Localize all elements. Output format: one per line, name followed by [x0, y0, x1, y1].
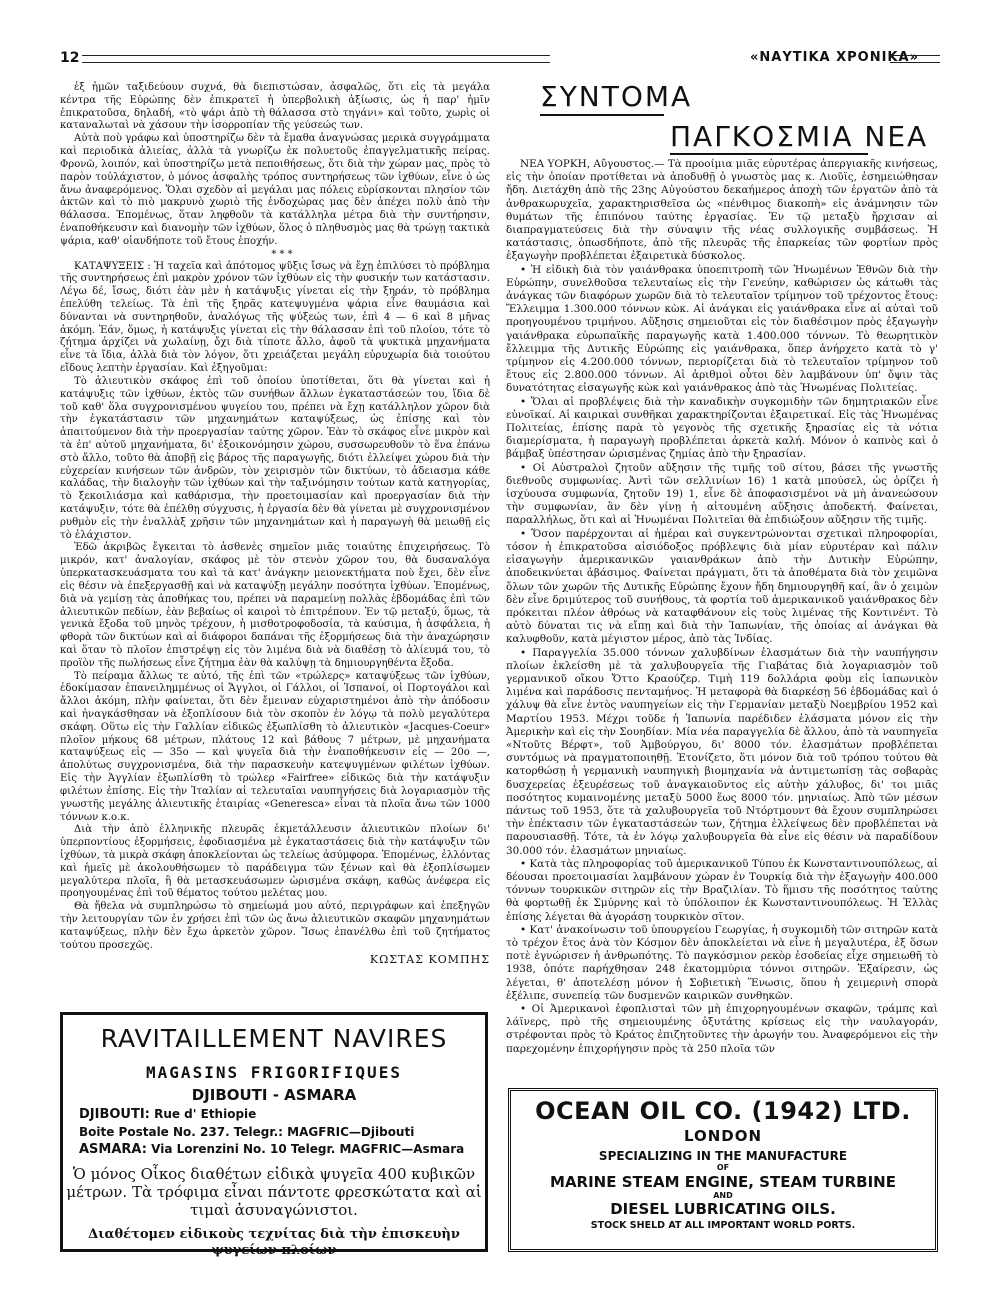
- article-paragraph: ἐξ ἡμῶν ταξιδεύουν συχνά, θὰ διεπιστώσαν, ἀσφαλῶς, ὅτι εἰς τὰ μεγάλα κέντρα τῆς Εὐρώπης δὲν ἐπικρατεῖ ἡ ὑπερβολικὴ ἀξίωσις, ὡς ἡ παρ' ἡμῖν ἐπικρατοῦσα, δηλαδή, «τὸ ψάρι ἀπὸ τὴ θάλασσα στὸ τηγάνι» καὶ τοῦτο, χωρὶς οἱ καταναλωταὶ νὰ χάσουν τὴν ἰσορροπίαν τῆς γεύσεώς των.: [60, 82, 490, 132]
- author-signature: ΚΩΣΤΑΣ ΚΟΜΠΗΣ: [369, 953, 490, 967]
- ad-city: DJIBOUTI:: [79, 1107, 150, 1122]
- ad-greek-note: Διαθέτομεν εἰδικοὺς τεχνίτας διὰ τὴν ἐπισκευὴν ψυγείων πλοίων: [88, 1227, 460, 1258]
- ad-telegram: Telegr. MAGFRIC—Asmara: [290, 1142, 465, 1156]
- ad-address-asmara: [63, 1142, 485, 1157]
- article-paragraph: Ἐδῶ ἀκριβῶς ἔγκειται τὸ ἀσθενὲς σημεῖον μιᾶς τοιαύτης ἐπιχειρήσεως. Τὸ μικρόν, κατ' ἀναλογίαν, σκάφος μὲ τὸν στενὸν χῶρον του, θὰ δυσαναλόγα ὑπερκατασκευάσματα του καὶ τὰ κατ' ἀνάγκην μειονεκτήματα ποὺ ἔχει, δὲν εἶνε εἰς θέσιν νὰ ἐπεξεργασθῇ καὶ νὰ καταψύξῃ μεγάλην ποσότητα ἰχθύων. Ἑπομένως, διὰ νὰ γεμίσῃ τὰς ἀποθήκας του, πρέπει νὰ παραμείνῃ πολλὰς ἑβδομάδας ἐπὶ τῶν ἁλιευτικῶν πεδίων, ἐὰν βεβαίως οἱ καιροὶ τὸ ἐπιτρέπουν. Ἐν τῷ μεταξύ, ὅμως, τὰ γενικὰ ἔξοδα τοῦ μηνὸς τρέχουν, ἡ μισθοτροφοδοσία, τὰ καύσιμα, ἡ ἀσφάλεια, ἡ φθορὰ τῶν δικτύων καὶ αἱ διάφοροι δαπάναι τῆς ἐξορμήσεως διὰ τὴν ἀναχώρησιν καὶ ὅταν τὸ πλοῖον ἐπιστρέψῃ εἰς τὸν λιμένα διὰ νὰ διαθέσῃ τὸ ἁλίευμά του, τὸ προϊὸν τῆς πωλήσεως εἶνε ζήτημα ἐὰν θὰ καλύψῃ τὰ δημιουργηθέντα ἔξοδα.: [60, 542, 490, 669]
- ravitaillement-advertisement: [60, 1012, 488, 1258]
- header-rule-right: [890, 55, 940, 63]
- title-underline: [540, 114, 664, 116]
- ad-greek-text: Ὁ μόνος Οἶκος διαθέτων εἰδικὰ ψυγεῖα 400 κυβικῶν μέτρων. Τὰ τρόφιμα εἶναι πάντοτε φρεσκώτατα καὶ αἱ τιμαὶ ἀσυναγώνιστοι.: [66, 1165, 482, 1219]
- publication-name: «ΝΑΥΤΙΚΑ ΧΡΟΝΙΚΑ»: [750, 50, 919, 65]
- ad-locations: DJIBOUTI - ASMARA: [191, 1086, 357, 1104]
- world-news-column: [506, 158, 938, 1056]
- news-title-line1: ΣΥΝΤΟΜΑ: [540, 80, 693, 113]
- ad-subheadline: MAGASINS FRIGORIFIQUES: [146, 1063, 402, 1082]
- news-item: • Κατὰ τὰς πληροφορίας τοῦ ἀμερικανικοῦ Τύπου ἐκ Κωνσταντινουπόλεως, αἱ δέουσαι προετοιμασίαι λαμβάνουν χώραν ἐν Τουρκίᾳ διὰ τὴν ἐξαγωγὴν 400.000 τόννων τουρκικῶν σιτηρῶν εἰς τὴν Βραζιλίαν. Τὸ ἥμισυ τῆς ποσότητος ταύτης θὰ φορτωθῇ ἐκ Σμύρνης καὶ τὸ ὑπόλοιπον ἐκ Κωνσταντινουπόλεως. Ἡ Ἑλλὰς ἐπίσης λέγεται θὰ ἀγοράσῃ τουρκικὸν σῖτον.: [506, 857, 938, 923]
- header-rule-left: [82, 55, 550, 63]
- ocean-oil-advertisement: [508, 1088, 938, 1252]
- ad-connector: AND: [713, 1191, 733, 1200]
- ad-address-djibouti: [63, 1107, 485, 1122]
- article-paragraph: ΚΑΤΑΨΥΞΕΙΣ : Ἡ ταχεῖα καὶ ἀπότομος ψῦξις ἴσως νὰ ἔχῃ ἐπιλύσει τὸ πρόβλημα τῆς συντηρήσεως ἐπὶ μακρὸν χρόνον τῶν ἰχθύων εἰς τὴν φυσικήν των κατάστασιν. Λέγω δέ, ἴσως, διότι ἐὰν μὲν ἡ κατάψυξις γίνεται εἰς τὴν ξηράν, τὸ πρόβλημα ἐπελύθη τελείως. Τὰ ἐπὶ τῆς ξηρᾶς κατεψυγμένα ψάρια εἶνε θαυμάσια καὶ δύνανται νὰ συντηρηθοῦν, ἀναλόγως τῆς ψύξεώς των, ἐπὶ 4 — 6 καὶ 8 μῆνας ἀκόμη. Ἐάν, ὅμως, ἡ κατάψυξις γίνεται εἰς τὴν θάλασσαν ἐπὶ τοῦ πλοίου, τότε τὸ ζήτημα ἀρχίζει νὰ χωλαίνῃ, ὄχι διὰ τίποτε ἄλλο, ἀφοῦ τὰ ψυκτικὰ μηχανήματα εἶνε τὰ ἴδια, ἀλλὰ διὰ τὸν λόγον, ὅτι χρειάζεται μεγάλη εὐρυχωρία διὰ τοιούτου εἴδους λεπτὴν ἐργασίαν. Καὶ ἐξηγοῦμαι:: [60, 260, 490, 375]
- news-item: • Ὅλαι αἱ προβλέψεις διὰ τὴν καναδικὴν συγκομιδὴν τῶν δημητριακῶν εἶνε εὐνοϊκαί. Αἱ καιρικαὶ συνθῆκαι χαρακτηρίζονται ἐξαιρετικαί. Εἰς τὰς Ἡνωμένας Πολιτείας, ἐπίσης παρὰ τὸ γεγονὸς τῆς σχετικῆς ξηρασίας εἰς τὰ νότια διαμερίσματα, ἡ παραγωγὴ προβλέπεται ἀρκετὰ καλή. Μόνον ὁ καπνὸς καὶ ὁ βάμβαξ ὑπέστησαν ὡρισμένας ζημίας ἀπὸ τὴν ξηρασίαν.: [506, 395, 938, 461]
- ad-product: MARINE STEAM ENGINE, STEAM TURBINE: [550, 1173, 896, 1191]
- ad-postal-box: Boite Postale No. 237. Telegr.: MAGFRIC—Djibouti: [79, 1125, 415, 1139]
- article-paragraph: Τὸ ἁλιευτικὸν σκάφος ἐπὶ τοῦ ὁποίου ὑποτίθεται, ὅτι θὰ γίνεται καὶ ἡ κατάψυξις τῶν ἰχθύων, ἐκτὸς τῶν συνήθων ἄλλων ἐγκαταστάσεών του, ἴδια δὲ τοῦ καθ' ὅλα συγχρονισμένου ψυγείου του, πρέπει νὰ ἔχῃ κατάλληλον χῶρον διὰ τὴν ἐγκατάστασιν τῶν μηχανημάτων καταψύξεως, ὡς ἐπίσης καὶ τὸν ἀπαιτούμενον διὰ τὴν προεργασίαν ταύτης χῶρον. Ἐὰν τὸ σκάφος εἶνε μικρὸν καὶ τὰ ἐπ' αὐτοῦ μηχανήματα, δι' ἐξοικονόμησιν χώρου, συσσωρευθοῦν τὸ ἕνα ἐπάνω στὸ ἄλλο, τοῦτο θὰ ἀποβῇ εἰς βάρος τῆς παραγωγῆς, διότι ἐλλείψει χώρου διὰ τὴν εὐχερείαν κινήσεων τῶν ἀνδρῶν, τὸν χειρισμὸν τῶν δικτύων, τὸ ἀδειασμα κάθε καλάδας, τὴν διαλογὴν τῶν ἰχθύων καὶ τὴν ταξινόμησιν τούτων κατὰ κατηγορίας, τὸ ξεκοιλιάσμα καὶ καθάρισμα, τὴν προετοιμασίαν καὶ προεργασίαν διὰ τὴν κατάψυξιν, τότε θὰ ἐπέλθῃ σύγχυσις, ἡ ἐργασία δὲν θὰ γίνεται μὲ συγχρονισμένον ρυθμὸν εἰς τὴν ἐναλλὰξ χρῆσιν τῶν μηχανημάτων καὶ ἡ παραγωγὴ θὰ μειωθῇ εἰς τὸ ἐλάχιστον.: [60, 375, 490, 541]
- news-item: • Παραγγελία 35.000 τόννων χαλυβδίνων ἐλασμάτων διὰ τὴν ναυπήγησιν πλοίων ἐκλείσθη μὲ τὰ χαλυβουργεῖα τῆς Γιαβάτας διὰ λογαριασμὸν τοῦ γερμανικοῦ οἴκου Ὄττο Κραούζερ. Τιμὴ 119 δολλάρια φοὺμ εἰς ἰαπωνικὸν λιμένα καὶ παράδοσις πενταμήνος. Ἡ μεταφορὰ θὰ διαρκέσῃ 56 ἑβδομάδας καὶ ὁ χάλυψ θὰ εἶνε ἐντὸς ναυπηγείων εἰς τὴν Γερμανίαν μεταξὺ Νοεμβρίου 1952 καὶ Μαρτίου 1953. Μέχρι τοῦδε ἡ Ἰαπωνία παρέδιδεν ἐλάσματα μόνον εἰς τὴν Ἀμερικὴν καὶ εἰς τὴν Σουηδίαν. Μία νέα παραγγελία δὲ ἄλλου, ἀπὸ τὰ ναυπηγεῖα «Ντοῦτς Βέρφτ», τοῦ Ἀμβούργου, δι' 8000 τόν. ἐλασμάτων προβλέπεται συντόμως νὰ πραγματοποιηθῇ. Ἐτονίζετο, ὅτι μόνον διὰ τοῦ τρόπου τούτου θὰ κατορθώσῃ ἡ γερμανικὴ ναυπηγικὴ βιομηχανία νὰ ἀντιμετωπίσῃ τὰς σοβαρὰς δυσχερείας ἐξευρέσεως τοῦ ἀναγκαιοῦντος εἰς αὐτὴν χάλυβος, δι' τοι μιᾶς ποσότητος κυμαινομένης μεταξὺ 5000 ἕως 8000 τόν. μηνιαίως. Ἀπὸ τῶν μέσων πάντως τοῦ 1953, ὅτε τὰ χαλυβουργεῖα τοῦ Ντόρτμουντ θὰ ἔχουν συμπληρώσει τὴν ἐπέκτασιν τῶν ἐγκαταστάσεών των, ζήτημα ἐλλείψεως δὲν προβλέπεται νὰ παρουσιασθῇ. Τότε, τὰ ἐν λόγῳ χαλυβουργεῖα θὰ εἶνε εἰς θέσιν νὰ παραδίδουν 30.000 τόν. ἐλασμάτων μηνιαίως.: [506, 646, 938, 857]
- ad-footer: STOCK SHELD AT ALL IMPORTANT WORLD PORTS.: [590, 1220, 856, 1231]
- news-title-line2: ΠΑΓΚΟΣΜΙΑ ΝΕΑ: [670, 120, 929, 153]
- news-item: • Οἱ Ἀμερικανοὶ ἐφοπλισταὶ τῶν μὴ ἐπιχορηγουμένων σκαφῶν, τράμπς καὶ λάϊνερς, πρὸ τῆς σημειουμένης ὀξυτάτης κρίσεως εἰς τὴν ναυλαγοράν, στρέφονται πρὸς τὸ Κράτος ἐπιζητοῦντες τὴν ἀρωγήν του. Ἀναφερόμενοι εἰς τὴν παρεχομένην ἐπιχορήγησιν πρὸς τὰ 250 πλοῖα τῶν: [506, 1003, 938, 1055]
- ad-connector: OF: [716, 1163, 730, 1172]
- article-paragraph: Αὐτὰ ποὺ γράφω καὶ ὑποστηρίζω δὲν τὰ ἔμαθα ἀναγνώσας μερικὰ συγγράμματα καὶ περιοδικὰ ἁλιείας, ἀλλὰ τὰ γνωρίζω ἐκ πολυετοῦς ἐπαγγελματικῆς πείρας. Φρονῶ, λοιπόν, καὶ ὑποστηρίζω μετὰ πεποιθήσεως, ὅτι διὰ τὴν χώραν μας, πρὸς τὸ παρὸν τοὐλάχιστον, ὁ μόνος ἀσφαλὴς τρόπος συντηρήσεως τῶν ἰχθύων, εἶνε ὁ ὡς ἄνω ἀναφερόμενος. Ὅλαι σχεδὸν αἱ μεγάλαι μας πόλεις εὑρίσκονται πλησίον τῶν ἀκτῶν καὶ τὸ πιὸ μακρυνὸ χωριὸ τῆς ἐνδοχώρας μας δὲν ἀπέχει πολὺ ἀπὸ τὴν θάλασσα. Ἑπομένως, ὅταν ληφθοῦν τὰ κατάλληλα μέτρα διὰ τὴν συντήρησιν, ἐναποθήκευσιν καὶ διανομὴν τῶν ἰχθύων, ὅλος ὁ πληθυσμὸς μας θὰ τρώγῃ τακτικὰ ψάρια, καθ' οἱανδήποτε τοῦ ἔτους ἐποχήν.: [60, 133, 490, 247]
- article-paragraph: Τὸ πείραμα ἄλλως τε αὐτό, τῆς ἐπὶ τῶν «τρώλερς» καταψύξεως τῶν ἰχθύων, ἐδοκίμασαν ἐπανειλημμένως οἱ Ἄγγλοι, οἱ Γάλλοι, οἱ Ἰσπανοί, οἱ Πορτογάλοι καὶ ἄλλοι ἀκόμη, πλὴν φαίνεται, ὅτι δὲν ἔμειναν εὐχαριστημένοι ἀπὸ τὴν ἀπόδοσιν καὶ ἠναγκάσθησαν νὰ ἐξοπλίσουν διὰ τὸν σκοπὸν ἐν λόγῳ τὰ πολὺ μεγαλύτερα σκάφη. Οὕτω εἰς τὴν Γαλλίαν εἰδικῶς ἐξωπλίσθη τὸ ἁλιευτικὸν «Jacques-Coeur» πλοῖον μήκους 68 μέτρων, πλάτους 12 καὶ βάθους 7 μέτρων, μὲ μηχανήματα καταψύξεως εἰς — 35ο — καὶ ψυγεῖα διὰ τὴν ἐναποθήκευσιν εἰς — 20ο —, ἀπολύτως συγχρονισμένα, διὰ τὴν παρασκευὴν κατεψυγμένων φιλέτων ἰχθύων. Εἰς τὴν Ἀγγλίαν ἐξωπλίσθη τὸ τρώλερ «Fairfree» εἰδικῶς διὰ τὴν κατάψυξιν φιλέτων ἐπίσης. Εἰς τὴν Ἰταλίαν αἱ τελευταῖαι ναυπηγήσεις διὰ λογαριασμὸν τῆς γνωστῆς μεγάλης ἁλιευτικῆς ἑταιρίας «Generesca» εἶναι τὰ πλοῖα ἄνω τῶν 1000 τόννων κ.ο.κ.: [60, 670, 490, 823]
- section-separator: * * *: [271, 248, 293, 260]
- ad-product: DIESEL LUBRICATING OILS.: [610, 1200, 836, 1218]
- news-item: • Κατ' ἀνακοίνωσιν τοῦ ὑπουργείου Γεωργίας, ἡ συγκομιδὴ τῶν σιτηρῶν κατὰ τὸ τρέχον ἔτος ἀνὰ τὸν Κόσμον δὲν ἀποκλείεται νὰ εἶνε ἡ μεγαλυτέρα, ἐξ ὅσων ποτὲ ἐγνώρισεν ἡ ἀνθρωπότης. Τὸ παγκόσμιον ρεκὸρ ἐσοδείας εἶχε σημειωθῆ τὸ 1938, ὁπότε παρήχθησαν 248 ἑκατομμύρια τόννοι σιτηρῶν. Ἐξαίρεσιν, ὡς λέγεται, θ' ἀποτελέσῃ μόνον ἡ Σοβιετικὴ Ἕνωσις, ὅπου ἡ χειμερινὴ σπορὰ ἐξέλιπε, συνεπείᾳ τῶν δυσμενῶν καιρικῶν συνθηκῶν.: [506, 923, 938, 1002]
- news-item: • Ὅσον παρέρχονται αἱ ἡμέραι καὶ συγκεντρώνονται σχετικαὶ πληροφορίαι, τόσον ἡ ἐπικρατοῦσα αἰσιόδοξος πρόβλεψις διὰ μίαν εὐρυτέραν καὶ πάλιν εἰσαγωγὴν ἀμερικανικῶν γαιανθράκων ἀπὸ τὴν Δυτικὴν Εὐρώπην, ἀποδεικνύεται ἀβάσιμος. Φαίνεται πράγματι, ὅτι τὰ ἀποθέματα διὰ τὸν χειμῶνα ὅλων τῶν χωρῶν τῆς Δυτικῆς Εὐρώπης ἔχουν ἤδη δημιουργηθῆ καί, ἂν ὁ χειμὼν δὲν εἶνε δριμύτερος τοῦ συνήθους, τὰ φορτία τοῦ ἀμερικανικοῦ γαιάνθρακος δὲν πρόκειται πλέον ἀθρόως νὰ καταφθάνουν εἰς τοὺς λιμένας τῆς Κοντινέντ. Τὸ αὐτὸ δύναται τις νὰ εἴπῃ καὶ διὰ τὴν Ἰαπωνίαν, τῆς ὁποίας αἱ ἀνάγκαι θὰ καλυφθοῦν, κατὰ μέγιστον μέρος, ἀπὸ τὰς Ἰνδίας.: [506, 527, 938, 646]
- ad-headline: RAVITAILLEMENT NAVIRES: [100, 1024, 448, 1053]
- article-paragraph: Διὰ τὴν ἀπὸ ἑλληνικῆς πλευρᾶς ἐκμετάλλευσιν ἁλιευτικῶν πλοίων δι' ὑπερποντίους ἐξορμήσεις, ἐφοδιασμένα μὲ ἐγκαταστάσεις διὰ τὴν κατάψυξιν τῶν ἰχθύων, τὰ μικρὰ σκάφη ἀποκλείονται ὡς τελείως ἀσύμφορα. Ἑπομένως, ἐλλόντας καὶ ἡμεῖς μὲ ἀκολουθήσωμεν τὸ παράδειγμα τῶν ξένων καὶ θὰ ἐξοπλίσωμεν μεγαλύτερα πλοῖα, ἢ θὰ μετασκευάσωμεν ὡρισμένα σκάφη, καθὼς ἀνέφερα εἰς προηγουμένας ἐπὶ τοῦ θέματος τούτου μελέτας μου.: [60, 824, 490, 900]
- ad-street: Rue d' Ethiopie: [154, 1107, 257, 1121]
- ad-tagline: SPECIALIZING IN THE MANUFACTURE: [598, 1149, 848, 1163]
- left-article: [60, 82, 490, 967]
- ad-street: Via Lorenzini No. 10: [151, 1142, 287, 1156]
- page-number: 12: [60, 50, 80, 66]
- news-item: ΝΕΑ ΥΟΡΚΗ, Αὔγουστος.— Τὰ προοίμια μιᾶς εὐρυτέρας ἀπεργιακῆς κινήσεως, εἰς τὴν ὁποίαν προτίθεται νὰ ἀποδυθῇ ὁ γνωστὸς μας κ. Λιοῦϊς, ἐσημειώθησαν ἤδη. Διετάχθη ἀπὸ τῆς 23ης Αὐγούστου δεκαήμερος ἀποχὴ τῶν ἐργατῶν ἀπὸ τὰ ἀνθρακωρυχεῖα, χαρακτηρισθεῖσα ὡς «πένθιμος διακοπὴ» εἰς ἀνάμνησιν τῶν θυμάτων τῆς ἐπιπόνου ταύτης ἐργασίας. Ἐν τῷ μεταξὺ ἤρχισαν αἱ διαπραγματεύσεις διὰ τὴν σύναψιν τῆς νέας συλλογικῆς συμβάσεως. Ἡ κατάστασις, ὁπωσδήποτε, ἀπὸ τῆς πλευρᾶς τῆς ἐπαρκείας τῶν φορτίων πρὸς ἐξαγωγὴν προβλέπεται ἐξαιρετικὰ δύσκολος.: [506, 158, 938, 263]
- news-item: • Ἡ εἰδικὴ διὰ τὸν γαιάνθρακα ὑποεπιτροπὴ τῶν Ἡνωμένων Ἐθνῶν διὰ τὴν Εὐρώπην, συνελθοῦσα τελευταίως εἰς τὴν Γενεύην, καθώρισεν ὡς κάτωθι τὰς ἀνάγκας τῶν διαφόρων χωρῶν διὰ τὸ τελευταῖον τρίμηνον τοῦ τρέχοντος ἔτους: Ἔλλειμμα 1.300.000 τόννων κὼκ. Αἱ ἀνάγκαι εἰς γαιάνθρακα εἶνε αἱ αὐταὶ τοῦ προηγουμένου τριμήνου. Αὔξησις σημειοῦται εἰς τὸν διαθέσιμον πρὸς ἐξαγωγὴν γαιάνθρακα εὐρωπαϊκῆς παραγωγῆς κατὰ 1.400.000 τόννων. Τὸ θεωρητικὸν ἔλλειμμα τῆς Δυτικῆς Εὐρώπης εἰς γαιάνθρακα, ὅπερ ἀνήρχετο κατὰ τὸ γ' τρίμηνον εἰς 4.200.000 τόννων, περιορίζεται διὰ τὸ τελευταῖον τρίμηνον τοῦ ἔτους εἰς 2.800.000 τόννων. Αἱ ἀριθμοὶ οὗτοι δὲν λαμβάνουν ὑπ' ὄψιν τὰς δυνατότητας εἰσαγωγῆς κὼκ καὶ γαιάνθρακος ἀπὸ τὰς Ἡνωμένας Πολιτείας.: [506, 263, 938, 395]
- news-item: • Οἱ Αὐστραλοὶ ζητοῦν αὔξησιν τῆς τιμῆς τοῦ σίτου, βάσει τῆς γνωστῆς διεθνοῦς συμφωνίας. Ἀντὶ τῶν σελλινίων 16) 1 κατὰ μπούσελ, ὡς ὁρίζει ἡ ἰσχύουσα συμφωνία, ζητοῦν 19) 1, εἶνε δὲ ἀποφασισμένοι νὰ μὴ ἀνανεώσουν τὴν συμφωνίαν, ἂν δὲν γίνῃ ἡ αἰτουμένη αὔξησις ἀποδεκτή. Φαίνεται, παραλλήλως, ὅτι καὶ αἱ Ἡνωμέναι Πολιτεῖαι θὰ ἐπιδιώξουν αὔξησιν τῆς τιμῆς.: [506, 461, 938, 527]
- title-underline: [670, 153, 868, 155]
- page-header: [60, 50, 940, 72]
- ad-city: ASMARA:: [79, 1142, 147, 1157]
- article-paragraph: Θὰ ἤθελα νὰ συμπληρώσω τὸ σημείωμά μου αὐτό, περιγράφων καὶ ἐπεξηγῶν τὴν λειτουργίαν τῶν ἐν χρήσει ἐπὶ τῶν ὡς ἄνω ἁλιευτικῶν σκαφῶν μηχανημάτων καταψύξεως, πλὴν δὲν ἔχω ἀρκετὸν χῶρον. Ἴσως ἐπανέλθω ἐπὶ τοῦ ζητήματος τούτου προσεχῶς.: [60, 901, 490, 951]
- ad-company-name: OCEAN OIL CO. (1942) LTD.: [535, 1097, 911, 1125]
- ad-city: LONDON: [683, 1127, 763, 1145]
